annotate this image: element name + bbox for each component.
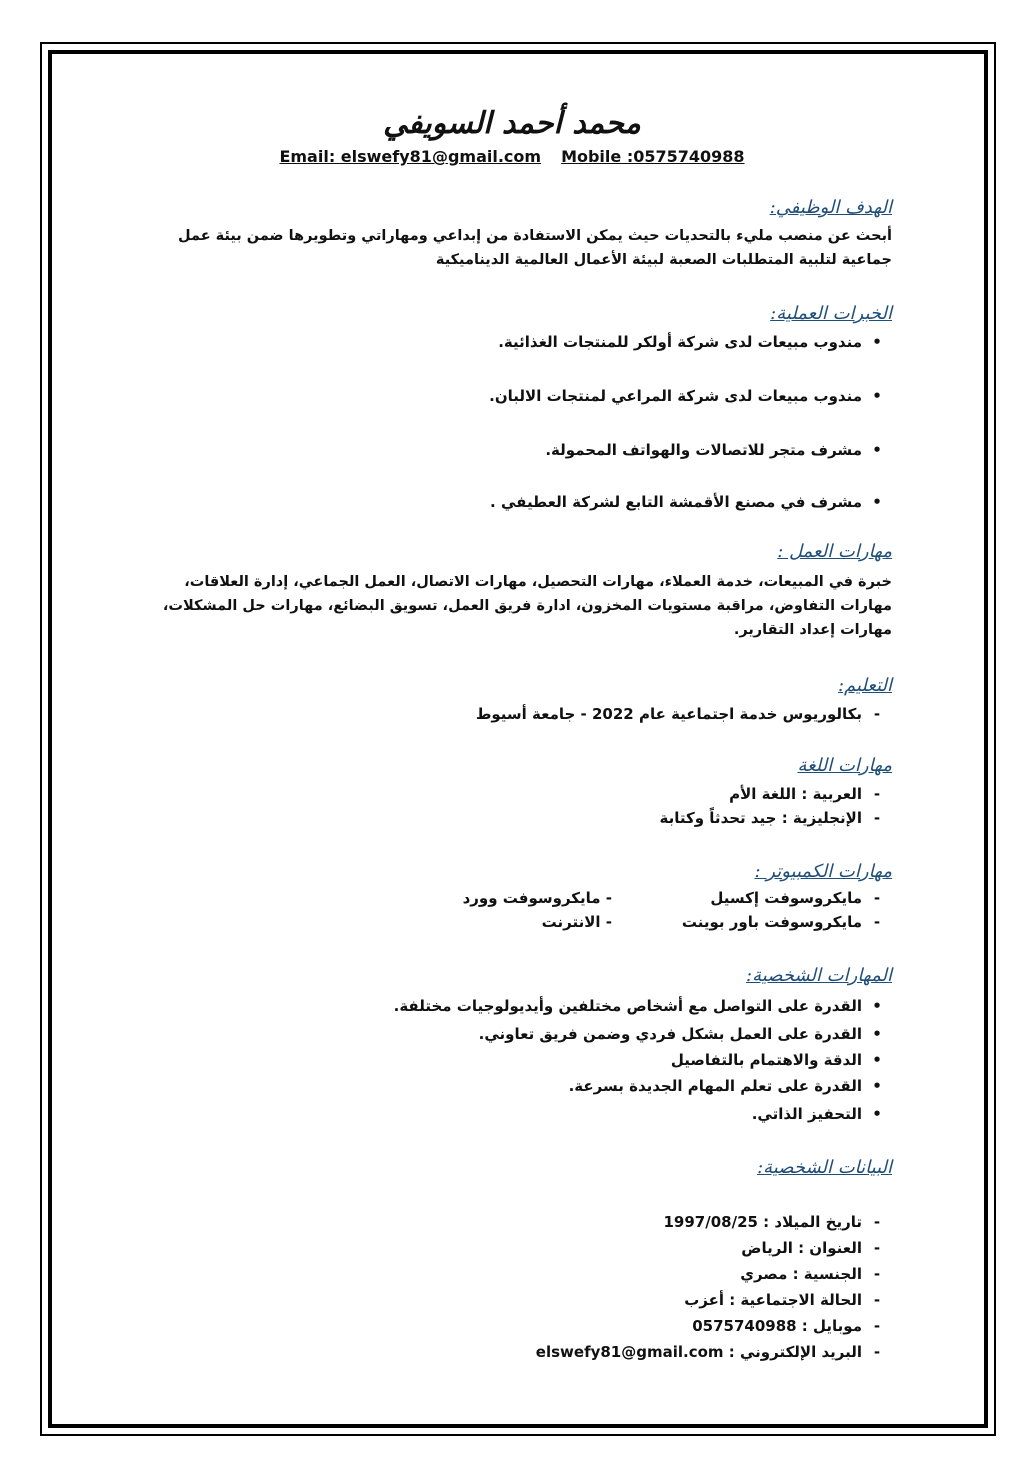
contact-mobile: Mobile :0575740988 — [561, 147, 745, 166]
dash-icon: - — [873, 1291, 881, 1309]
contact-line — [0, 146, 1024, 168]
computer-item: -مايكروسوفت إكسيل — [710, 886, 892, 910]
work-skills-heading: مهارات العمل : — [777, 541, 892, 562]
experience-heading: الخبرات العملية: — [770, 303, 892, 324]
bullet-icon: • — [872, 441, 882, 459]
personal-data-item: -العنوان : الرياض — [741, 1236, 892, 1260]
personal-skill-item: •التحفيز الذاتي. — [752, 1102, 892, 1126]
personal-skill-item: •القدرة على تعلم المهام الجديدة بسرعة. — [569, 1074, 892, 1098]
dash-icon: - — [873, 1265, 881, 1283]
personal-data-item: -الحالة الاجتماعية : أعزب — [684, 1288, 892, 1312]
bullet-icon: • — [872, 387, 882, 405]
dash-icon: - — [873, 889, 881, 907]
objective-heading: الهدف الوظيفي: — [769, 197, 892, 218]
experience-item: •مشرف متجر للاتصالات والهواتف المحمولة. — [545, 438, 892, 462]
dash-icon: - — [873, 1317, 881, 1335]
education-item: -بكالوريوس خدمة اجتماعية عام 2022 - جامعة أسيوط — [476, 702, 892, 726]
computer-item: - الانترنت — [541, 913, 612, 931]
contact-email: Email: elswefy81@gmail.com — [279, 147, 542, 166]
language-item: -الإنجليزية : جيد تحدثاً وكتابة — [660, 806, 892, 830]
bullet-icon: • — [872, 1051, 882, 1069]
candidate-name: محمد أحمد السويفي — [383, 106, 641, 141]
personal-skill-item: •الدقة والاهتمام بالتفاصيل — [671, 1048, 892, 1072]
personal-skill-item: •القدرة على العمل بشكل فردي وضمن فريق تعاوني. — [479, 1022, 892, 1046]
personal-data-item: -البريد الإلكتروني : elswefy81@gmail.com — [536, 1340, 892, 1364]
personal-skill-item: •القدرة على التواصل مع أشخاص مختلفين وأيديولوجيات مختلفة. — [394, 994, 892, 1018]
experience-item: •مندوب مبيعات لدى شركة أولكر للمنتجات الغذائية. — [498, 330, 892, 354]
bullet-icon: • — [872, 997, 882, 1015]
personal-data-item: -تاريخ الميلاد : 1997/08/25 — [663, 1210, 892, 1234]
computer-heading: مهارات الكمبيوتر : — [754, 861, 892, 882]
work-skills-text: خبرة في المبيعات، خدمة العملاء، مهارات التحصيل، مهارات الاتصال، العمل الجماعي، إدارة العلاقات، مهارات التفاوض، مراقبة مستويات المخزون، ادارة فريق العمل، تسويق البضائع، مهارات حل المشكلات، مهارات إعداد التقارير. — [162, 574, 892, 638]
experience-item: •مشرف في مصنع الأقمشة التابع لشركة العطيفي . — [490, 490, 892, 514]
dash-icon: - — [873, 1343, 881, 1361]
dash-icon: - — [873, 1213, 881, 1231]
personal-data-heading: البيانات الشخصية: — [757, 1157, 892, 1178]
bullet-icon: • — [872, 1105, 882, 1123]
dash-icon: - — [873, 913, 881, 931]
personal-skills-heading: المهارات الشخصية: — [746, 965, 892, 986]
education-heading: التعليم: — [837, 675, 892, 696]
dash-icon: - — [873, 1239, 881, 1257]
bullet-icon: • — [872, 493, 882, 511]
dash-icon: - — [873, 809, 881, 827]
dash-icon: - — [873, 785, 881, 803]
computer-item: -مايكروسوفت باور بوينت — [682, 910, 892, 934]
language-item: -العربية : اللغة الأم — [729, 782, 892, 806]
personal-data-item: -الجنسية : مصري — [740, 1262, 892, 1286]
experience-item: •مندوب مبيعات لدى شركة المراعي لمنتجات الالبان. — [489, 384, 892, 408]
bullet-icon: • — [872, 1025, 882, 1043]
objective-text: أبحث عن منصب مليء بالتحديات حيث يمكن الاستفادة من إبداعي ومهاراتي وتطويرها ضمن بيئة عمل جماعية لتلبية المتطلبات الصعبة لبيئة الأعمال العالمية الديناميكية — [178, 228, 892, 268]
dash-icon: - — [873, 705, 881, 723]
languages-heading: مهارات اللغة — [797, 755, 892, 776]
bullet-icon: • — [872, 333, 882, 351]
bullet-icon: • — [872, 1077, 882, 1095]
personal-data-item: -موبايل : 0575740988 — [692, 1314, 892, 1338]
computer-item: - مايكروسوفت وورد — [462, 889, 612, 907]
